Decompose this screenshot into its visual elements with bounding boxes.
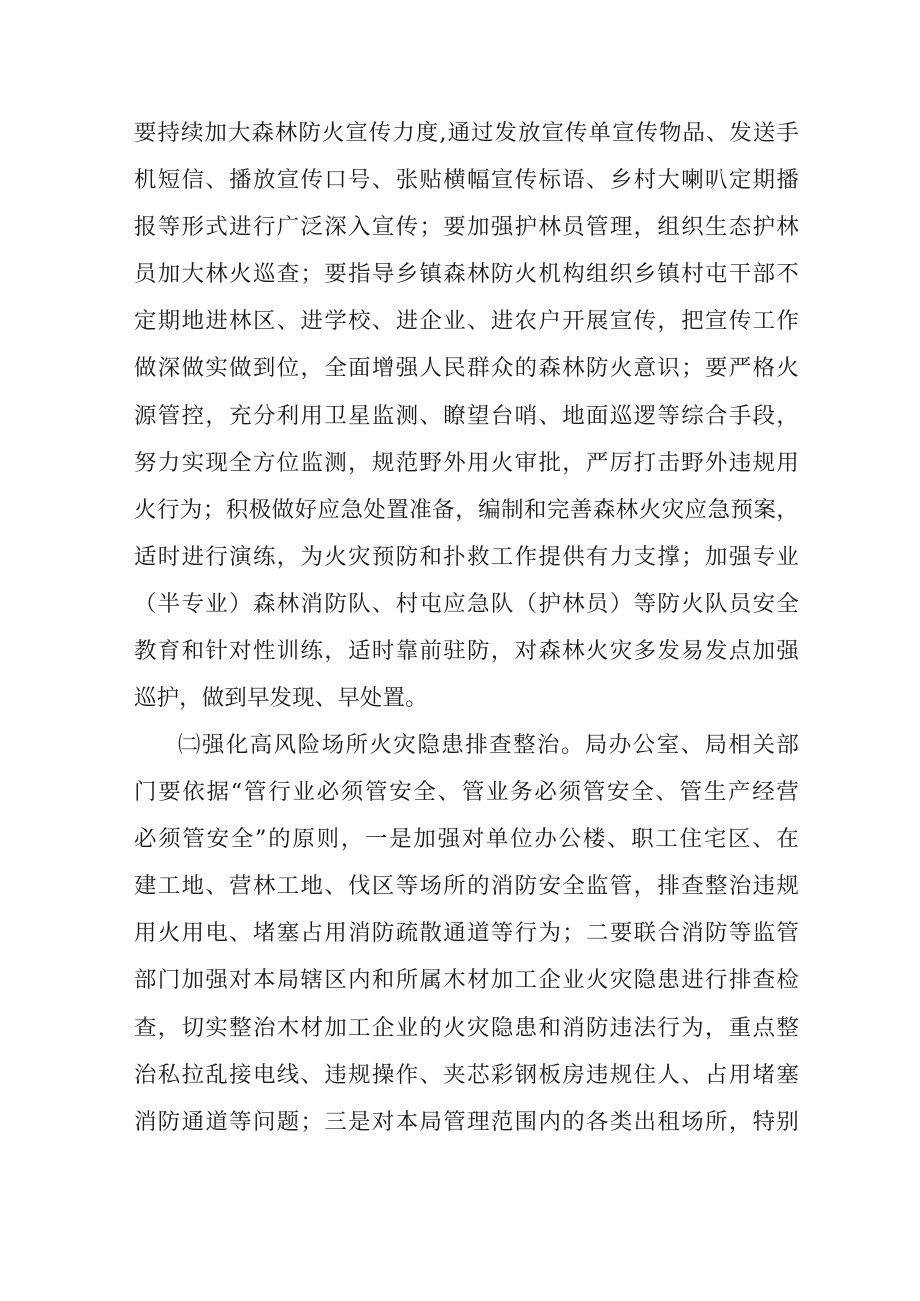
text-line: 源管控，充分利用卫星监测、瞭望台哨、地面巡逻等综合手段，	[134, 402, 799, 429]
text-line: 巡护，做到早发现、早处置。	[134, 685, 428, 712]
text-line: 火行为；积极做好应急处置准备，编制和完善森林火灾应急预案，	[134, 496, 799, 523]
paragraph-forest-fire-prevention	[134, 110, 799, 722]
text-line: 治私拉乱接电线、违规操作、夹芯彩钢板房违规住人、占用堵塞	[134, 1061, 799, 1088]
text-line: 门要依据“管行业必须管安全、管业务必须管安全、管生产经营	[134, 779, 799, 806]
text-line: 消防通道等问题；三是对本局管理范围内的各类出租场所，特别	[134, 1108, 799, 1135]
text-line: 员加大林火巡查；要指导乡镇森林防火机构组织乡镇村屯干部不	[134, 261, 799, 288]
text-line: 用火用电、堵塞占用消防疏散通道等行为；二要联合消防等监管	[134, 920, 799, 947]
text-line: 部门加强对本局辖区内和所属木材加工企业火灾隐患进行排查检	[134, 967, 799, 994]
text-line: 适时进行演练，为火灾预防和扑救工作提供有力支撑；加强专业	[134, 543, 799, 570]
text-line: 报等形式进行广泛深入宣传；要加强护林员管理，组织生态护林	[134, 214, 799, 241]
text-line: 建工地、营林工地、伐区等场所的消防安全监管，排查整治违规	[134, 873, 799, 900]
text-line: 机短信、播放宣传口号、张贴横幅宣传标语、乡村大喇叭定期播	[134, 167, 799, 194]
section-heading-line: ㈡强化高风险场所火灾隐患排查整治。局办公室、局相关部	[178, 732, 799, 758]
text-line: （半专业）森林消防队、村屯应急队（护林员）等防火队员安全	[134, 590, 799, 617]
text-line: 要持续加大森林防火宣传力度,通过发放宣传单宣传物品、发送手	[134, 120, 799, 146]
text-line: 做深做实做到位，全面增强人民群众的森林防火意识；要严格火	[134, 355, 799, 382]
text-line: 定期地进林区、进学校、进企业、进农户开展宣传，把宣传工作	[134, 308, 799, 335]
text-line: 努力实现全方位监测，规范野外用火审批，严厉打击野外违规用	[134, 449, 799, 476]
text-line: 查，切实整治木材加工企业的火灾隐患和消防违法行为，重点整	[134, 1014, 799, 1041]
paragraph-high-risk-inspection	[134, 722, 799, 1146]
text-line: 必须管安全”的原则，一是加强对单位办公楼、职工住宅区、在	[134, 826, 799, 853]
text-line: 教育和针对性训练，适时靠前驻防，对森林火灾多发易发点加强	[134, 638, 799, 665]
